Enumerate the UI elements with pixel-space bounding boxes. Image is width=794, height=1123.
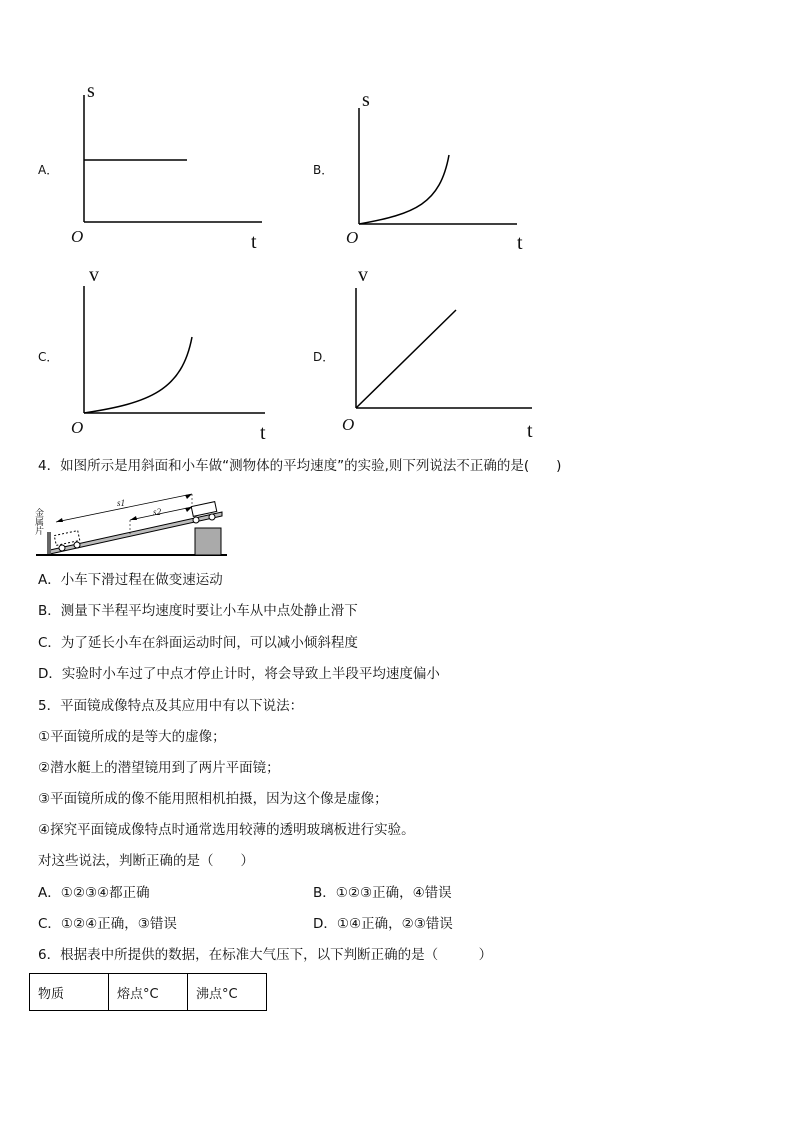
metal-plate-label: 金属片: [35, 509, 45, 537]
table-header-cell: 沸点°C: [188, 974, 267, 1011]
data-table: [29, 973, 267, 1011]
y-axis-label: s: [362, 89, 370, 111]
option-c-label: C．: [38, 350, 59, 364]
origin-label: O: [71, 227, 84, 246]
y-axis-label: v: [358, 264, 368, 286]
x-axis-label: t: [251, 231, 257, 253]
graph-a-plot: [70, 90, 270, 250]
q5-option-b: B．①②③正确，④错误: [313, 885, 452, 901]
y-axis-label: v: [89, 264, 99, 286]
s2-label: s2: [153, 507, 162, 517]
curve-line: [84, 337, 192, 413]
option-b-label: B．: [313, 163, 334, 177]
x-axis-label: t: [517, 232, 523, 254]
table-header-row: [30, 974, 267, 1011]
question-6-title: 6．根据表中所提供的数据，在标准大气压下，以下判断正确的是（ ）: [38, 947, 493, 963]
q5-statement-3: ③平面镜所成的像不能用照相机拍摄，因为这个像是虚像；: [38, 791, 388, 807]
curve-line: [359, 155, 449, 224]
option-a-label: A．: [38, 163, 59, 177]
q5-statement-1: ①平面镜所成的是等大的虚像；: [38, 729, 226, 745]
q5-statement-4: ④探究平面镜成像特点时通常选用较薄的透明玻璃板进行实验。: [38, 822, 415, 838]
origin-label: O: [342, 415, 355, 434]
q5-question: 对这些说法，判断正确的是（ ）: [38, 853, 254, 869]
q5-option-a: A．①②③④都正确: [38, 885, 150, 901]
s1-label: s1: [117, 498, 126, 508]
question-5-title: 5．平面镜成像特点及其应用中有以下说法：: [38, 698, 304, 714]
q5-option-c: C．①②④正确，③错误: [38, 916, 177, 932]
table-header-cell: 物质: [30, 974, 109, 1011]
origin-label: O: [346, 228, 359, 247]
graph-b-plot: [345, 100, 545, 260]
q4-option-a: A．小车下滑过程在做变速运动: [38, 572, 223, 588]
option-d-label: D．: [313, 350, 335, 364]
incline-diagram: [32, 490, 232, 560]
question-4-title: 4．如图所示是用斜面和小车做“测物体的平均速度”的实验,则下列说法不正确的是( ): [38, 458, 562, 474]
q4-option-c: C．为了延长小车在斜面运动时间，可以减小倾斜程度: [38, 635, 358, 651]
graph-c-plot: [70, 280, 270, 440]
x-axis-label: t: [527, 420, 533, 442]
q5-option-d: D．①④正确，②③错误: [313, 916, 453, 932]
curve-line: [356, 310, 456, 408]
table-header-cell: 熔点°C: [109, 974, 188, 1011]
x-axis-label: t: [260, 422, 266, 444]
q4-option-b: B．测量下半程平均速度时要让小车从中点处静止滑下: [38, 603, 358, 619]
q5-statement-2: ②潜水艇上的潜望镜用到了两片平面镜；: [38, 760, 280, 776]
y-axis-label: s: [87, 80, 95, 102]
q4-option-d: D．实验时小车过了中点才停止计时，将会导致上半段平均速度偏小: [38, 666, 440, 682]
graph-d-plot: [342, 280, 542, 440]
origin-label: O: [71, 418, 84, 437]
